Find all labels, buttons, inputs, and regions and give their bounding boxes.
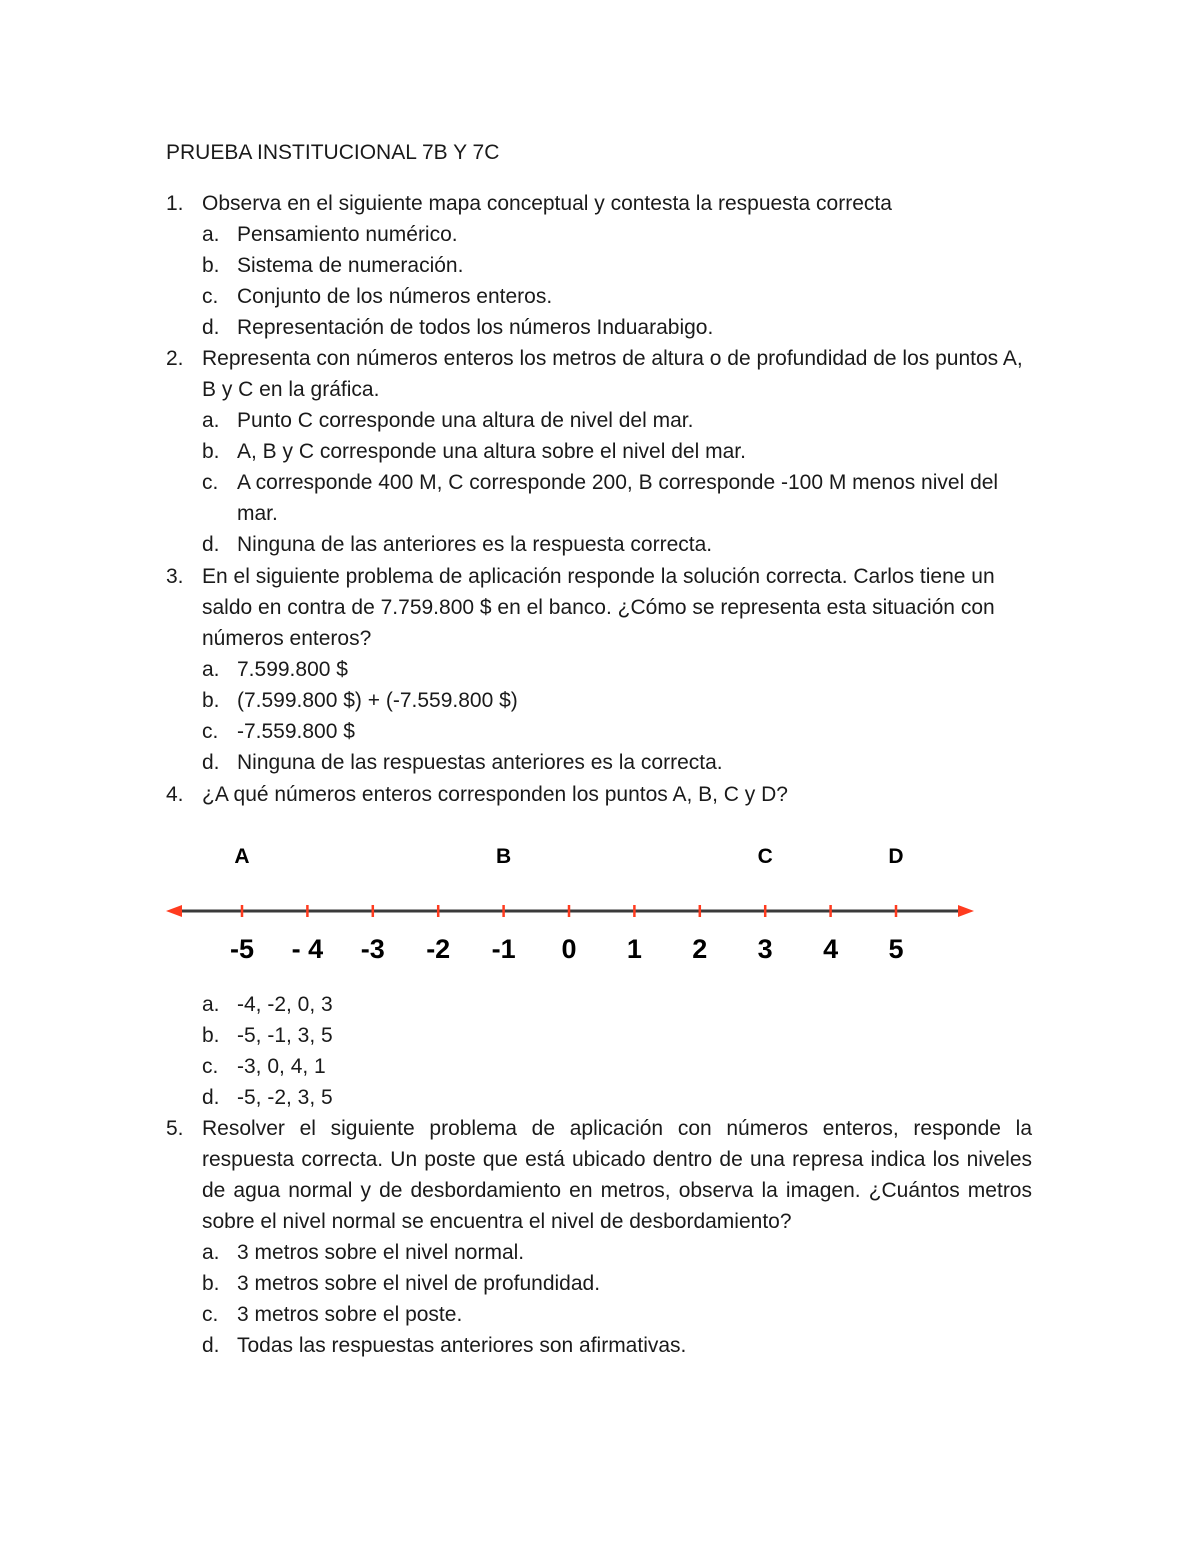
option-a: [166, 654, 1032, 685]
option-text: 3 metros sobre el nivel normal.: [237, 1241, 525, 1264]
option-text: Pensamiento numérico.: [237, 223, 458, 246]
option-text: Ninguna de las respuestas anteriores es la correcta.: [237, 751, 723, 774]
option-d: [166, 312, 1032, 343]
option-text: -3, 0, 4, 1: [237, 1055, 326, 1078]
question-1: [166, 188, 1032, 343]
tick-label: 3: [757, 934, 773, 964]
option-letter: d.: [202, 1086, 220, 1109]
option-text: Ninguna de las anteriores es la respuesta correcta.: [237, 533, 713, 556]
option-letter: b.: [202, 1024, 220, 1047]
option-letter: c.: [202, 720, 219, 743]
options-list: [166, 219, 1032, 343]
option-text: Sistema de numeración.: [237, 254, 464, 277]
option-letter: d.: [202, 1334, 220, 1357]
question-number: 3.: [166, 565, 184, 588]
option-letter: a.: [202, 223, 220, 246]
option-text: Conjunto de los números enteros.: [237, 285, 553, 308]
option-text: A corresponde 400 M, C corresponde 200, B corresponde -100 M menos nivel del mar.: [237, 471, 999, 525]
option-text: 7.599.800 $: [237, 658, 348, 681]
option-text: A, B y C corresponde una altura sobre el nivel del mar.: [237, 440, 746, 463]
option-c: [166, 1299, 1032, 1330]
option-d: [166, 1082, 1032, 1113]
option-text: Punto C corresponde una altura de nivel del mar.: [237, 409, 694, 432]
option-letter: c.: [202, 285, 219, 308]
point-label-a: A: [234, 845, 250, 868]
option-letter: a.: [202, 993, 220, 1016]
options-list: [166, 989, 1032, 1113]
option-letter: d.: [202, 533, 220, 556]
option-a: [166, 1237, 1032, 1268]
option-d: [166, 529, 1032, 560]
option-b: [166, 685, 1032, 716]
option-text: (7.599.800 $) + (-7.559.800 $): [237, 689, 518, 712]
option-b: [166, 1020, 1032, 1051]
left-arrowhead: [166, 905, 182, 917]
question-4: [166, 779, 1032, 810]
right-arrowhead: [958, 905, 974, 917]
tick-label: -2: [426, 934, 451, 964]
option-a: [166, 989, 1032, 1020]
question-text: En el siguiente problema de aplicación responde la solución correcta. Carlos tiene un saldo en contra de 7.759.800 $ en el banco. ¿Cómo se representa esta situación con números enteros?: [202, 565, 995, 650]
question-4-options: [166, 989, 1032, 1113]
number-line-tick-labels: [230, 934, 904, 964]
tick-label: -3: [360, 934, 385, 964]
option-text: Todas las respuestas anteriores son afirmativas.: [237, 1334, 687, 1357]
question-text: ¿A qué números enteros corresponden los puntos A, B, C y D?: [202, 783, 788, 806]
tick-label: -5: [229, 934, 255, 964]
question-number: 5.: [166, 1117, 184, 1140]
option-c: [166, 281, 1032, 312]
option-letter: d.: [202, 316, 220, 339]
option-b: [166, 1268, 1032, 1299]
option-text: -5, -1, 3, 5: [237, 1024, 333, 1047]
option-a: [166, 405, 1032, 436]
option-text: Representación de todos los números Induarabigo.: [237, 316, 714, 339]
option-letter: b.: [202, 689, 220, 712]
tick-label: 2: [692, 934, 708, 964]
question-number: 1.: [166, 192, 184, 215]
point-label-b: B: [496, 845, 512, 868]
option-b: [166, 436, 1032, 467]
option-letter: d.: [202, 751, 220, 774]
tick-label: 1: [626, 934, 642, 964]
question-text: Resolver el siguiente problema de aplicación con números enteros, responde la respuesta correcta. Un poste que está ubicado dentro de una represa indica los niveles de agua normal y de desbordamiento en metros, observa la imagen. ¿Cuántos metros sobre el nivel normal se encuentra el nivel de desbordamiento?: [202, 1117, 1032, 1233]
option-text: 3 metros sobre el nivel de profundidad.: [237, 1272, 601, 1295]
question-number: 4.: [166, 783, 184, 806]
option-letter: c.: [202, 471, 219, 494]
option-text: -7.559.800 $: [237, 720, 355, 743]
option-c: [166, 1051, 1032, 1082]
number-line-figure: [160, 835, 990, 975]
option-letter: c.: [202, 1055, 219, 1078]
tick-label: - 4: [291, 934, 324, 964]
option-letter: a.: [202, 1241, 220, 1264]
question-5: [166, 1113, 1032, 1361]
option-letter: a.: [202, 658, 220, 681]
question-2: [166, 343, 1032, 560]
option-text: -5, -2, 3, 5: [237, 1086, 333, 1109]
option-letter: a.: [202, 409, 220, 432]
option-c: [166, 716, 1032, 747]
point-label-d: D: [888, 845, 904, 868]
point-label-c: C: [757, 845, 773, 868]
option-d: [166, 747, 1032, 778]
options-list: [166, 654, 1032, 778]
tick-label: 0: [561, 934, 577, 964]
question-number: 2.: [166, 347, 184, 370]
option-a: [166, 219, 1032, 250]
option-text: -4, -2, 0, 3: [237, 993, 333, 1016]
tick-label: 4: [823, 934, 839, 964]
option-letter: c.: [202, 1303, 219, 1326]
tick-label: -1: [491, 934, 516, 964]
option-c: [166, 467, 1032, 529]
options-list: [166, 1237, 1032, 1361]
option-d: [166, 1330, 1032, 1361]
question-3: [166, 561, 1032, 778]
option-letter: b.: [202, 1272, 220, 1295]
option-letter: b.: [202, 440, 220, 463]
tick-label: 5: [888, 934, 904, 964]
option-b: [166, 250, 1032, 281]
question-text: Observa en el siguiente mapa conceptual y contesta la respuesta correcta: [202, 192, 892, 215]
options-list: [166, 405, 1032, 560]
number-line-point-labels: [234, 845, 903, 868]
option-letter: b.: [202, 254, 220, 277]
document-title: PRUEBA INSTITUCIONAL 7B Y 7C: [166, 141, 500, 164]
option-text: 3 metros sobre el poste.: [237, 1303, 463, 1326]
question-text: Representa con números enteros los metros de altura o de profundidad de los puntos A, B y C en la gráfica.: [202, 347, 1023, 401]
